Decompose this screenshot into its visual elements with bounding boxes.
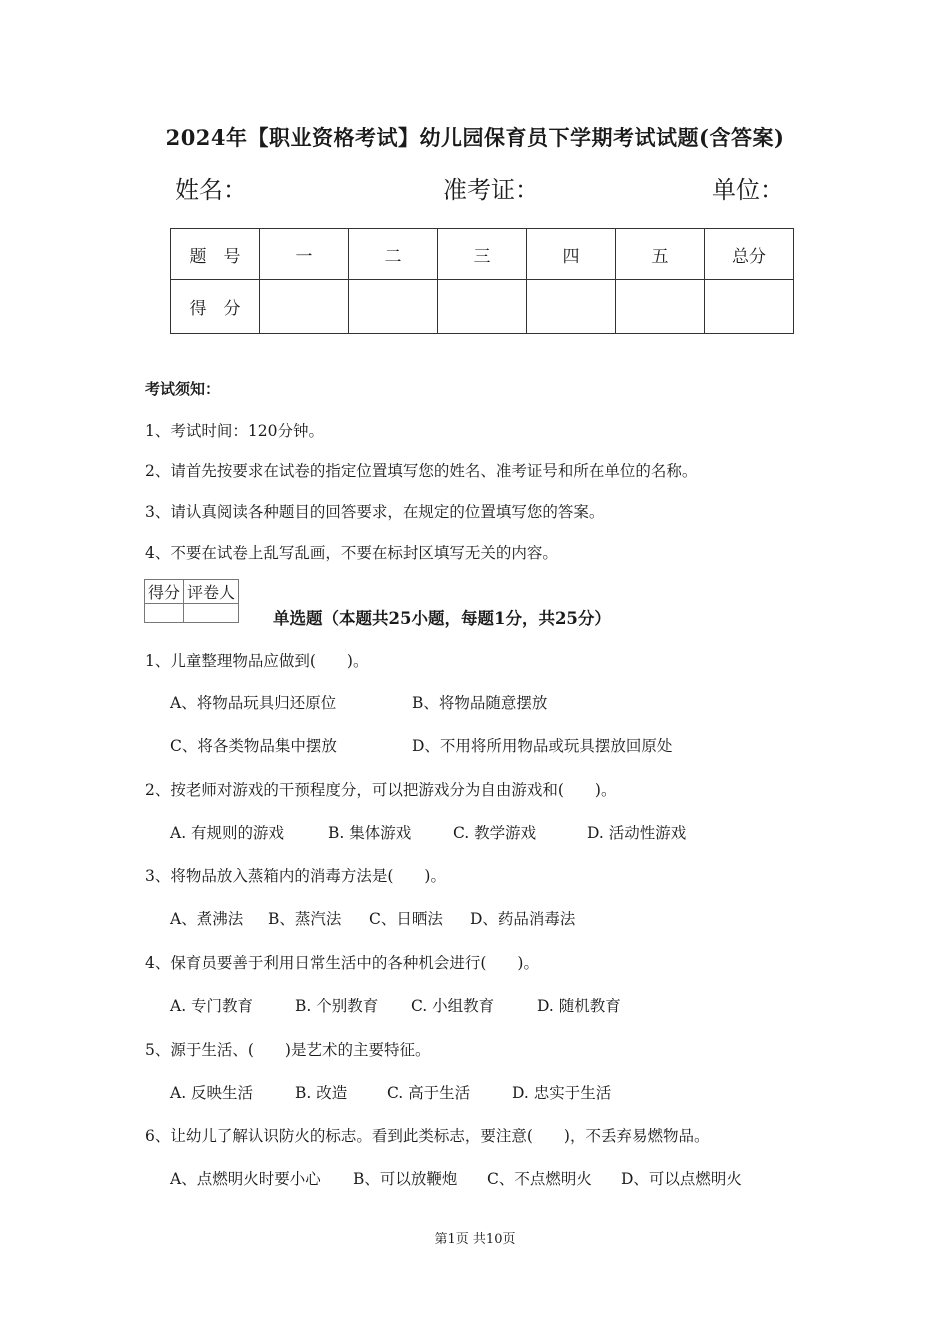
score-header-5: 五 [616, 229, 705, 280]
score-header-3: 三 [438, 229, 527, 280]
document-title: 2024年【职业资格考试】幼儿园保育员下学期考试试题(含答案) [165, 125, 785, 150]
question-option: D、可以点燃明火 [621, 1170, 742, 1188]
question-stem: 6、让幼儿了解认识防火的标志。看到此类标志，要注意( )，不丢弃易燃物品。 [145, 1127, 710, 1145]
score-header-label: 题 号 [171, 229, 260, 280]
grader-box [144, 579, 239, 623]
score-table [170, 228, 794, 334]
score-table-header-row [171, 229, 794, 280]
name-field-label: 姓名： [175, 176, 247, 204]
score-header-1: 一 [260, 229, 349, 280]
question-option: C、日晒法 [369, 910, 443, 928]
question-option: D. 随机教育 [537, 997, 621, 1015]
question-stem: 1、儿童整理物品应做到( )。 [145, 652, 369, 670]
question-option: B、将物品随意摆放 [412, 694, 548, 712]
score-cell [705, 280, 794, 334]
score-cell [438, 280, 527, 334]
score-cell [349, 280, 438, 334]
question-option: D、不用将所用物品或玩具摆放回原处 [412, 737, 673, 755]
notice-heading: 考试须知： [145, 380, 221, 398]
question-stem: 5、源于生活、( )是艺术的主要特征。 [145, 1041, 431, 1059]
grader-reviewer-label: 评卷人 [184, 580, 239, 604]
score-header-4: 四 [527, 229, 616, 280]
question-option: A、将物品玩具归还原位 [170, 694, 337, 712]
question-option: A、点燃明火时要小心 [170, 1170, 321, 1188]
question-option: B. 改造 [295, 1084, 348, 1102]
notice-item: 1、考试时间：120分钟。 [145, 422, 324, 440]
question-option: B. 个别教育 [295, 997, 379, 1015]
exam-id-field-label: 准考证： [443, 176, 539, 204]
question-option: A. 有规则的游戏 [170, 824, 285, 842]
question-option: B. 集体游戏 [328, 824, 412, 842]
question-option: C、不点燃明火 [487, 1170, 592, 1188]
notice-item: 3、请认真阅读各种题目的回答要求，在规定的位置填写您的答案。 [145, 503, 605, 521]
grader-score-label: 得分 [145, 580, 184, 604]
question-option: D、药品消毒法 [470, 910, 576, 928]
grader-score-cell [145, 604, 184, 623]
question-option: C、将各类物品集中摆放 [170, 737, 337, 755]
question-option: D. 活动性游戏 [587, 824, 687, 842]
score-row-label: 得 分 [171, 280, 260, 334]
page-footer: 第1页 共10页 [434, 1232, 516, 1247]
question-option: B、蒸汽法 [268, 910, 342, 928]
question-option: C. 高于生活 [387, 1084, 471, 1102]
section-title: 单选题（本题共25小题，每题1分，共25分） [273, 609, 611, 628]
notice-item: 2、请首先按要求在试卷的指定位置填写您的姓名、准考证号和所在单位的名称。 [145, 462, 698, 480]
question-option: C. 小组教育 [411, 997, 495, 1015]
score-cell [260, 280, 349, 334]
question-option: A. 专门教育 [170, 997, 254, 1015]
question-option: B、可以放鞭炮 [353, 1170, 458, 1188]
question-option: C. 教学游戏 [453, 824, 537, 842]
question-stem: 3、将物品放入蒸箱内的消毒方法是( )。 [145, 867, 446, 885]
score-cell [616, 280, 705, 334]
unit-field-label: 单位： [712, 176, 784, 204]
score-table-score-row [171, 280, 794, 334]
question-option: D. 忠实于生活 [512, 1084, 612, 1102]
score-cell [527, 280, 616, 334]
question-option: A、煮沸法 [170, 910, 244, 928]
score-header-2: 二 [349, 229, 438, 280]
grader-reviewer-cell [184, 604, 239, 623]
score-header-total: 总分 [705, 229, 794, 280]
question-option: A. 反映生活 [170, 1084, 254, 1102]
notice-item: 4、不要在试卷上乱写乱画，不要在标封区填写无关的内容。 [145, 544, 558, 562]
question-stem: 4、保育员要善于利用日常生活中的各种机会进行( )。 [145, 954, 539, 972]
question-stem: 2、按老师对游戏的干预程度分，可以把游戏分为自由游戏和( )。 [145, 781, 617, 799]
